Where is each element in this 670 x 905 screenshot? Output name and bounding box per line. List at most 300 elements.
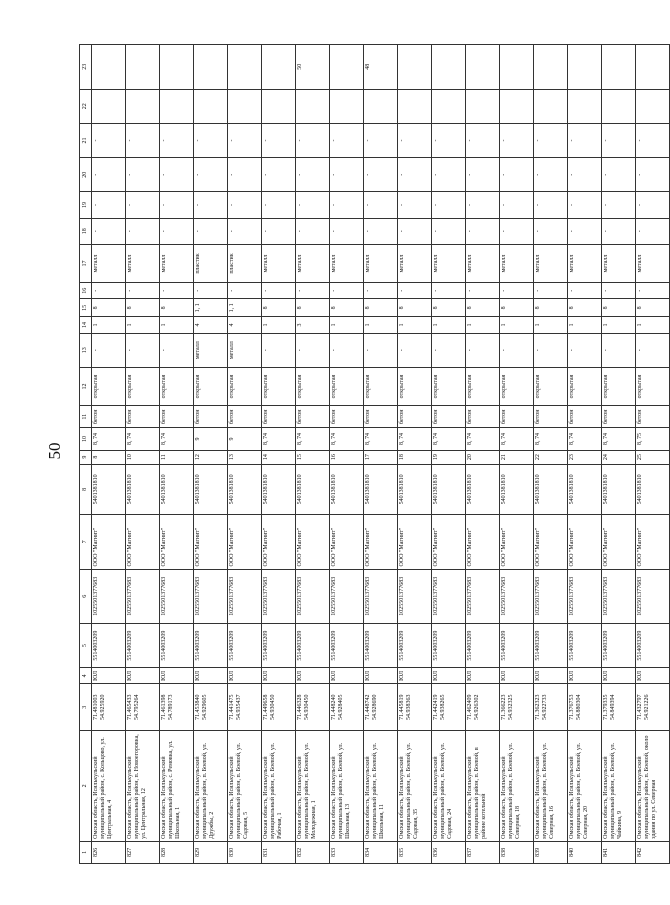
cell-col20: - xyxy=(602,158,636,192)
cell-address: Омская область, Исилькульский муниципальный район, с. Ремовка, ул. Школьная, 1 xyxy=(160,730,194,841)
cell-n: 12 xyxy=(194,450,228,464)
table-row xyxy=(160,45,194,864)
cell-kind: открытая xyxy=(92,367,126,405)
cell-c16: - xyxy=(126,283,160,299)
cell-surface: бетон xyxy=(194,406,228,428)
cell-address: Омская область, Исилькульский муниципальный район, п. Новоегоровка, ул. Центральная, 12 xyxy=(126,730,160,841)
cell-col20: - xyxy=(296,158,330,192)
cell-mat: металл xyxy=(466,244,500,282)
table-row xyxy=(534,45,568,864)
cell-mat: металл xyxy=(432,244,466,282)
cell-org: ООО "Магнит" xyxy=(160,515,194,569)
cell-n: 17 xyxy=(364,450,398,464)
cell-col19: - xyxy=(602,192,636,218)
cell-org: ООО "Магнит" xyxy=(432,515,466,569)
cell-kod: 5514003209 xyxy=(432,623,466,667)
cell-col18: - xyxy=(126,218,160,244)
cell-col19: - xyxy=(466,192,500,218)
table-row xyxy=(398,45,432,864)
cell-c23 xyxy=(228,45,262,90)
cell-v: 8, 74 xyxy=(602,428,636,450)
cell-type: ЮЛ xyxy=(500,668,534,684)
cell-v: 9 xyxy=(228,428,262,450)
cell-coords: 71.462409 54.926302 xyxy=(466,684,500,730)
cell-okved: 5401381810 xyxy=(398,464,432,514)
cell-n: 8 xyxy=(92,450,126,464)
cell-c23: 50 xyxy=(296,45,330,90)
cell-col19: - xyxy=(500,192,534,218)
cell-kod: 5514003209 xyxy=(262,623,296,667)
cell-kind: открытая xyxy=(330,367,364,405)
cell-col20: - xyxy=(330,158,364,192)
cell-c22 xyxy=(194,89,228,123)
cell-coords: 71.442419 54.938265 xyxy=(432,684,466,730)
cell-c15: 8 xyxy=(296,299,330,317)
cell-ogrn: 1025501377683 xyxy=(262,569,296,623)
cell-v: 8, 75 xyxy=(636,428,670,450)
cell-c16: - xyxy=(92,283,126,299)
cell-surface: бетон xyxy=(126,406,160,428)
table-row xyxy=(262,45,296,864)
cell-col20: - xyxy=(398,158,432,192)
cell-c15: 8 xyxy=(262,299,296,317)
cell-c22 xyxy=(398,89,432,123)
cell-okved: 5401381810 xyxy=(92,464,126,514)
cell-col19: - xyxy=(330,192,364,218)
column-number: 1 xyxy=(80,841,92,863)
cell-c15: 8 xyxy=(466,299,500,317)
cell-col20: - xyxy=(534,158,568,192)
cell-kind: открытая xyxy=(432,367,466,405)
cell-c23 xyxy=(500,45,534,90)
cell-type: ЮЛ xyxy=(92,668,126,684)
cell-org: ООО "Магнит" xyxy=(636,515,670,569)
cell-surface: бетон xyxy=(92,406,126,428)
cell-c16: - xyxy=(296,283,330,299)
cell-surface: бетон xyxy=(466,406,500,428)
cell-address: Омская область, Исилькульский муниципальный район, п. Боевой, ул. Северная, 20 xyxy=(568,730,602,841)
cell-col19: - xyxy=(568,192,602,218)
cell-c16: - xyxy=(364,283,398,299)
column-number: 23 xyxy=(80,45,92,90)
cell-c23 xyxy=(534,45,568,90)
cell-col18: - xyxy=(296,218,330,244)
cell-ogrn: 1025501377683 xyxy=(500,569,534,623)
cell-col19: - xyxy=(398,192,432,218)
cell-mat: металл xyxy=(602,244,636,282)
cell-kod: 5514003209 xyxy=(500,623,534,667)
column-number: 8 xyxy=(80,464,92,514)
cell-address: Омская область, Исилькульский муниципальный район, п. Боевой, ул. Школьная, 13 xyxy=(330,730,364,841)
cell-c14: 1 xyxy=(466,317,500,333)
cell-c14: 1 xyxy=(364,317,398,333)
cell-kod: 5514003209 xyxy=(398,623,432,667)
cell-v: 8, 74 xyxy=(126,428,160,450)
cell-c14: 1 xyxy=(126,317,160,333)
column-number: 10 xyxy=(80,428,92,450)
cell-cover: - xyxy=(466,333,500,367)
cell-num: 834 xyxy=(364,841,398,863)
cell-col18: - xyxy=(466,218,500,244)
cell-col18: - xyxy=(568,218,602,244)
cell-col20: - xyxy=(228,158,262,192)
cell-coords: 71.448240 54.928405 xyxy=(330,684,364,730)
cell-v: 8, 74 xyxy=(262,428,296,450)
cell-cover: металл xyxy=(194,333,228,367)
cell-col19: - xyxy=(92,192,126,218)
cell-ogrn: 1025501377683 xyxy=(466,569,500,623)
cell-n: 20 xyxy=(466,450,500,464)
cell-coords: 71.446328 54.930450 xyxy=(296,684,330,730)
cell-n: 19 xyxy=(432,450,466,464)
cell-col21: - xyxy=(432,123,466,157)
cell-kind: открытая xyxy=(466,367,500,405)
cell-col20: - xyxy=(160,158,194,192)
cell-kod: 5514003209 xyxy=(602,623,636,667)
cell-col19: - xyxy=(364,192,398,218)
table-row xyxy=(126,45,160,864)
cell-c14: 1 xyxy=(398,317,432,333)
cell-type: ЮЛ xyxy=(636,668,670,684)
cell-col21: - xyxy=(636,123,670,157)
cell-c15: 8 xyxy=(432,299,466,317)
cell-address: Омская область, Исилькульский муниципальный район, п. Боевой, ул. Чайкина, 9 xyxy=(602,730,636,841)
cell-col21: - xyxy=(602,123,636,157)
table-row xyxy=(500,45,534,864)
cell-v: 8, 74 xyxy=(432,428,466,450)
cell-c23 xyxy=(466,45,500,90)
cell-c15: 8 xyxy=(126,299,160,317)
cell-cover: - xyxy=(568,333,602,367)
cell-col20: - xyxy=(126,158,160,192)
cell-col18: - xyxy=(534,218,568,244)
cell-n: 18 xyxy=(398,450,432,464)
cell-col19: - xyxy=(636,192,670,218)
cell-col21: - xyxy=(194,123,228,157)
cell-v: 8, 74 xyxy=(568,428,602,450)
cell-surface: бетон xyxy=(364,406,398,428)
cell-mat: металл xyxy=(330,244,364,282)
cell-n: 23 xyxy=(568,450,602,464)
cell-col18: - xyxy=(500,218,534,244)
cell-c22 xyxy=(602,89,636,123)
cell-col21: - xyxy=(534,123,568,157)
cell-c23 xyxy=(160,45,194,90)
column-number: 14 xyxy=(80,317,92,333)
cell-kind: открытая xyxy=(296,367,330,405)
cell-org: ООО "Магнит" xyxy=(126,515,160,569)
cell-c15: 1, 1 xyxy=(194,299,228,317)
cell-ogrn: 1025501377683 xyxy=(432,569,466,623)
table-row xyxy=(330,45,364,864)
cell-org: ООО "Магнит" xyxy=(330,515,364,569)
cell-col21: - xyxy=(330,123,364,157)
cell-coords: 71.481003 54.925920 xyxy=(92,684,126,730)
cell-type: ЮЛ xyxy=(534,668,568,684)
cell-c22 xyxy=(92,89,126,123)
cell-mat: металл xyxy=(296,244,330,282)
cell-c23 xyxy=(126,45,160,90)
cell-col20: - xyxy=(466,158,500,192)
cell-c15: 8 xyxy=(364,299,398,317)
cell-v: 8, 74 xyxy=(398,428,432,450)
cell-kod: 5514003209 xyxy=(534,623,568,667)
cell-org: ООО "Магнит" xyxy=(398,515,432,569)
cell-okved: 5401381810 xyxy=(126,464,160,514)
cell-kind: открытая xyxy=(364,367,398,405)
cell-kind: открытая xyxy=(534,367,568,405)
cell-col18: - xyxy=(228,218,262,244)
cell-mat: металл xyxy=(126,244,160,282)
cell-address: Омская область, Исилькульский муниципальный район, п. Боевой, ул. Дружбы, 2 xyxy=(194,730,228,841)
table-row xyxy=(228,45,262,864)
cell-c16: - xyxy=(534,283,568,299)
cell-c23 xyxy=(330,45,364,90)
cell-col20: - xyxy=(432,158,466,192)
cell-coords: 71.366223 54.932325 xyxy=(500,684,534,730)
cell-kod: 5514003209 xyxy=(160,623,194,667)
cell-okved: 5401381810 xyxy=(636,464,670,514)
cell-org: ООО "Магнит" xyxy=(466,515,500,569)
cell-kod: 5514003209 xyxy=(194,623,228,667)
rotated-table-container xyxy=(79,44,657,864)
cell-n: 15 xyxy=(296,450,330,464)
column-number-row xyxy=(80,45,92,864)
cell-num: 826 xyxy=(92,841,126,863)
cell-coords: 71.465433 54.795264 xyxy=(126,684,160,730)
cell-coords: 71.448742 54.928690 xyxy=(364,684,398,730)
cell-c22 xyxy=(432,89,466,123)
cell-coords: 71.362323 54.922733 xyxy=(534,684,568,730)
column-number: 12 xyxy=(80,367,92,405)
cell-type: ЮЛ xyxy=(398,668,432,684)
cell-col18: - xyxy=(262,218,296,244)
cell-v: 8, 74 xyxy=(160,428,194,450)
cell-surface: бетон xyxy=(296,406,330,428)
column-number: 9 xyxy=(80,450,92,464)
cell-okved: 5401381810 xyxy=(534,464,568,514)
cell-cover: - xyxy=(92,333,126,367)
cell-col18: - xyxy=(330,218,364,244)
cell-num: 827 xyxy=(126,841,160,863)
cell-v: 8, 74 xyxy=(534,428,568,450)
cell-okved: 5401381810 xyxy=(432,464,466,514)
column-number: 5 xyxy=(80,623,92,667)
cell-org: ООО "Магнит" xyxy=(262,515,296,569)
cell-col20: - xyxy=(636,158,670,192)
cell-ogrn: 1025501377683 xyxy=(194,569,228,623)
cell-col19: - xyxy=(228,192,262,218)
cell-col19: - xyxy=(296,192,330,218)
table-body xyxy=(80,45,670,864)
cell-okved: 5401381810 xyxy=(330,464,364,514)
cell-c23 xyxy=(262,45,296,90)
cell-kind: открытая xyxy=(568,367,602,405)
cell-col18: - xyxy=(432,218,466,244)
cell-col21: - xyxy=(398,123,432,157)
cell-kod: 5514003209 xyxy=(364,623,398,667)
cell-col21: - xyxy=(262,123,296,157)
cell-mat: металл xyxy=(160,244,194,282)
cell-c16: - xyxy=(568,283,602,299)
cell-mat: пластик xyxy=(228,244,262,282)
cell-c23: 48 xyxy=(364,45,398,90)
cell-cover: - xyxy=(330,333,364,367)
cell-c16: - xyxy=(228,283,262,299)
cell-c16: - xyxy=(160,283,194,299)
cell-ogrn: 1025501377683 xyxy=(330,569,364,623)
cell-kod: 5514003209 xyxy=(636,623,670,667)
column-number: 17 xyxy=(80,244,92,282)
table-row xyxy=(602,45,636,864)
cell-type: ЮЛ xyxy=(126,668,160,684)
table-row xyxy=(432,45,466,864)
cell-col21: - xyxy=(228,123,262,157)
cell-c16: - xyxy=(432,283,466,299)
cell-cover: - xyxy=(534,333,568,367)
cell-col21: - xyxy=(364,123,398,157)
cell-c22 xyxy=(568,89,602,123)
cell-c15: 8 xyxy=(500,299,534,317)
cell-col19: - xyxy=(262,192,296,218)
cell-surface: бетон xyxy=(568,406,602,428)
cell-n: 16 xyxy=(330,450,364,464)
cell-num: 838 xyxy=(500,841,534,863)
cell-n: 22 xyxy=(534,450,568,464)
cell-ogrn: 1025501377683 xyxy=(228,569,262,623)
cell-kind: открытая xyxy=(398,367,432,405)
cell-c23 xyxy=(432,45,466,90)
cell-c23 xyxy=(568,45,602,90)
cell-c14: 1 xyxy=(262,317,296,333)
cell-c14: 1 xyxy=(534,317,568,333)
cell-org: ООО "Магнит" xyxy=(500,515,534,569)
table-row xyxy=(194,45,228,864)
cell-cover: - xyxy=(364,333,398,367)
cell-c22 xyxy=(466,89,500,123)
cell-n: 13 xyxy=(228,450,262,464)
cell-type: ЮЛ xyxy=(262,668,296,684)
cell-okved: 5401381810 xyxy=(160,464,194,514)
table-row xyxy=(636,45,670,864)
cell-ogrn: 1025501377683 xyxy=(636,569,670,623)
cell-col18: - xyxy=(364,218,398,244)
cell-c22 xyxy=(262,89,296,123)
cell-c14: 1 xyxy=(568,317,602,333)
cell-num: 830 xyxy=(228,841,262,863)
cell-ogrn: 1025501377683 xyxy=(398,569,432,623)
cell-num: 841 xyxy=(602,841,636,863)
cell-okved: 5401381810 xyxy=(500,464,534,514)
register-table xyxy=(79,44,670,864)
cell-kod: 5514003209 xyxy=(126,623,160,667)
table-row xyxy=(296,45,330,864)
cell-col20: - xyxy=(568,158,602,192)
cell-c15: 8 xyxy=(398,299,432,317)
cell-v: 8, 74 xyxy=(330,428,364,450)
cell-coords: 71.441475 54.935437 xyxy=(228,684,262,730)
cell-type: ЮЛ xyxy=(160,668,194,684)
column-number: 4 xyxy=(80,668,92,684)
cell-col19: - xyxy=(160,192,194,218)
cell-address: Омская область, Исилькульский муниципальный район, п. Боевой, ул. Садовая, 35 xyxy=(398,730,432,841)
cell-c22 xyxy=(228,89,262,123)
cell-c15: 8 xyxy=(636,299,670,317)
cell-col21: - xyxy=(160,123,194,157)
cell-n: 10 xyxy=(126,450,160,464)
cell-surface: бетон xyxy=(160,406,194,428)
cell-org: ООО "Магнит" xyxy=(602,515,636,569)
cell-ogrn: 1025501377683 xyxy=(126,569,160,623)
column-number: 19 xyxy=(80,192,92,218)
cell-kind: открытая xyxy=(194,367,228,405)
cell-cover: - xyxy=(432,333,466,367)
cell-address: Омская область, Исилькульский муниципальный район, п. Боевой, ул. Садовая, 5 xyxy=(228,730,262,841)
cell-address: Омская область, Исилькульский муниципальный район, п. Боевой, ул. Молодежная, 1 xyxy=(296,730,330,841)
cell-c16: - xyxy=(500,283,534,299)
cell-surface: бетон xyxy=(534,406,568,428)
cell-kind: открытая xyxy=(160,367,194,405)
cell-num: 840 xyxy=(568,841,602,863)
cell-col20: - xyxy=(262,158,296,192)
cell-c22 xyxy=(534,89,568,123)
cell-num: 829 xyxy=(194,841,228,863)
cell-mat: металл xyxy=(500,244,534,282)
cell-col19: - xyxy=(194,192,228,218)
table-row xyxy=(568,45,602,864)
column-number: 22 xyxy=(80,89,92,123)
column-number: 2 xyxy=(80,730,92,841)
cell-c22 xyxy=(330,89,364,123)
cell-num: 836 xyxy=(432,841,466,863)
cell-address: Омская область, Исилькульский муниципальный район, п. Боевой, ул. Садовая, 24 xyxy=(432,730,466,841)
cell-ogrn: 1025501377683 xyxy=(534,569,568,623)
cell-c16: - xyxy=(602,283,636,299)
cell-col18: - xyxy=(92,218,126,244)
cell-kind: открытая xyxy=(636,367,670,405)
cell-c14: 1 xyxy=(92,317,126,333)
cell-cover: металл xyxy=(228,333,262,367)
cell-c15: 8 xyxy=(534,299,568,317)
cell-address: Омская область, Исилькульский муниципальный район, п. Боевой, около здания по ул. Северная xyxy=(636,730,670,841)
cell-type: ЮЛ xyxy=(432,668,466,684)
cell-c22 xyxy=(500,89,534,123)
cell-c23 xyxy=(398,45,432,90)
cell-okved: 5401381810 xyxy=(568,464,602,514)
cell-c22 xyxy=(296,89,330,123)
column-number: 13 xyxy=(80,333,92,367)
cell-org: ООО "Магнит" xyxy=(534,515,568,569)
table-row xyxy=(364,45,398,864)
cell-type: ЮЛ xyxy=(296,668,330,684)
cell-coords: 71.453840 54.929605 xyxy=(194,684,228,730)
cell-address: Омская область, Исилькульский муниципальный район, п. Боевой, в районе котельной xyxy=(466,730,500,841)
cell-ogrn: 1025501377683 xyxy=(296,569,330,623)
cell-okved: 5401381810 xyxy=(228,464,262,514)
cell-v: 8, 74 xyxy=(92,428,126,450)
cell-kod: 5514003209 xyxy=(296,623,330,667)
cell-col18: - xyxy=(160,218,194,244)
cell-c14: 1 xyxy=(330,317,364,333)
cell-n: 24 xyxy=(602,450,636,464)
table-row xyxy=(466,45,500,864)
cell-col18: - xyxy=(602,218,636,244)
cell-type: ЮЛ xyxy=(228,668,262,684)
cell-n: 25 xyxy=(636,450,670,464)
cell-c16: - xyxy=(262,283,296,299)
cell-c16: - xyxy=(466,283,500,299)
cell-ogrn: 1025501377683 xyxy=(602,569,636,623)
